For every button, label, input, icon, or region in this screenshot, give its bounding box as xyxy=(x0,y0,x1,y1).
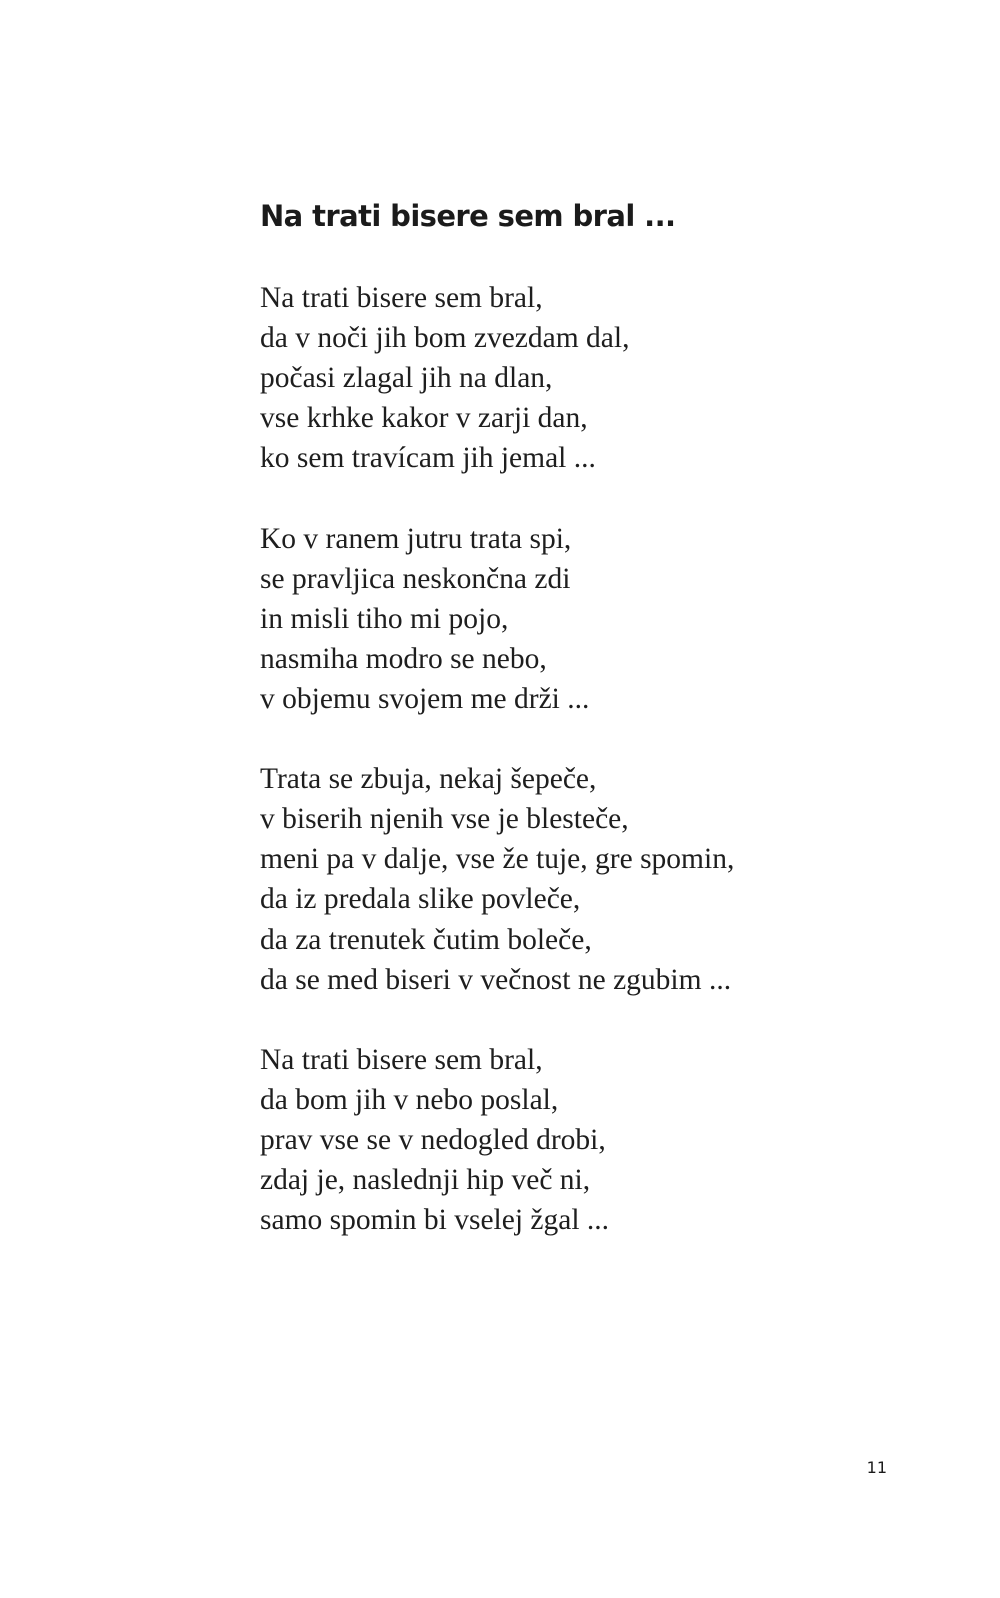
poem-line: Trata se zbuja, nekaj šepeče, xyxy=(260,763,597,796)
poem-line: Na trati bisere sem bral, xyxy=(260,1043,543,1076)
poem-line: Ko v ranem jutru trata spi, xyxy=(260,522,572,555)
stanza-2 xyxy=(260,519,860,719)
poem-line: nasmiha modro se nebo, xyxy=(260,642,547,675)
poem-line: v biserih njenih vse je blesteče, xyxy=(260,803,629,836)
poem-line: vse krhke kakor v zarji dan, xyxy=(260,402,588,435)
stanza-3 xyxy=(260,759,860,1000)
poem-title: Na trati bisere sem bral ... xyxy=(260,199,676,233)
poem-body xyxy=(260,278,860,1280)
poem-line: samo spomin bi vselej žgal ... xyxy=(260,1204,610,1237)
poem-line: da se med biseri v večnost ne zgubim ... xyxy=(260,963,732,996)
stanza-1 xyxy=(260,278,860,478)
poem-line: in misli tiho mi pojo, xyxy=(260,602,509,635)
page-number: 11 xyxy=(866,1458,887,1477)
poem-line: se pravljica neskončna zdi xyxy=(260,562,571,595)
poem-line: počasi zlagal jih na dlan, xyxy=(260,362,553,395)
poem-line: zdaj je, naslednji hip več ni, xyxy=(260,1164,591,1197)
poem-line: da iz predala slike povleče, xyxy=(260,883,581,916)
stanza-4 xyxy=(260,1040,860,1240)
poem-line: da v noči jih bom zvezdam dal, xyxy=(260,322,630,355)
poem-line: meni pa v dalje, vse že tuje, gre spomin, xyxy=(260,843,735,876)
poem-line: v objemu svojem me drži ... xyxy=(260,682,590,715)
poem-line: da bom jih v nebo poslal, xyxy=(260,1083,559,1116)
poem-line: da za trenutek čutim boleče, xyxy=(260,923,592,956)
poem-line: prav vse se v nedogled drobi, xyxy=(260,1123,606,1156)
poem-line: ko sem travícam jih jemal ... xyxy=(260,442,596,475)
poem-line: Na trati bisere sem bral, xyxy=(260,282,543,314)
